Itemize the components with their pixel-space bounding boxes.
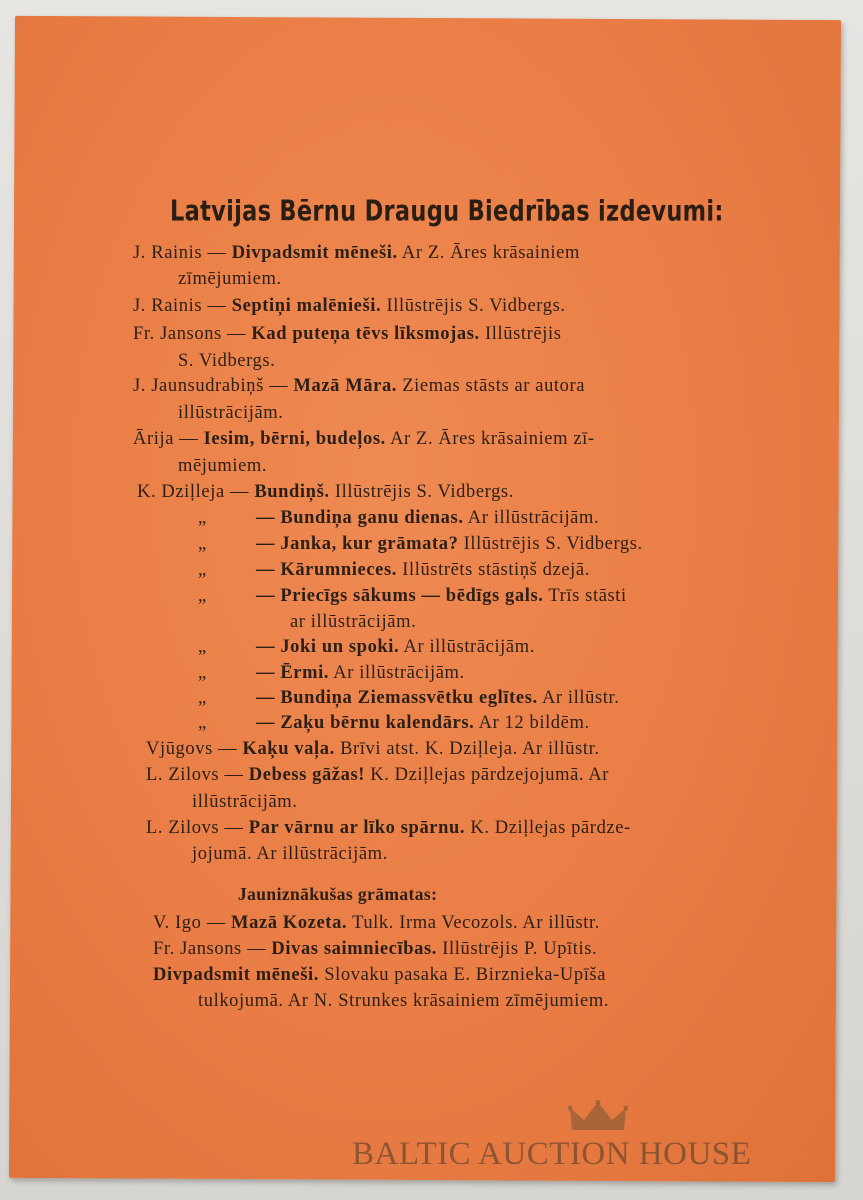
- list-item-continuation: mējumiem.: [178, 456, 268, 476]
- list-item: „ — Zaķu bērnu kalendārs. Ar 12 bildēm.: [198, 713, 590, 733]
- list-item: K. Dziļleja — Bundiņš. Illūstrējis S. Vidbergs.: [137, 482, 514, 502]
- new-releases-heading: Jauniznākušas grāmatas:: [238, 884, 438, 904]
- list-item: „ — Ērmi. Ar illūstrācijām.: [198, 663, 465, 683]
- list-item: „ — Priecīgs sākums — bēdīgs gals. Trīs stāsti: [198, 586, 627, 606]
- list-item-continuation: ar illūstrācijām.: [290, 612, 417, 632]
- list-item: Ārija — Iesim, bērni, budeļos. Ar Z. Āres krāsainiem zī-: [133, 429, 595, 449]
- list-item: J. Rainis — Divpadsmit mēneši. Ar Z. Āres krāsainiem: [133, 243, 580, 263]
- list-item: V. Igo — Mazā Kozeta. Tulk. Irma Vecozols. Ar illūstr.: [153, 913, 600, 933]
- list-item: Vjūgovs — Kaķu vaļa. Brīvi atst. K. Dziļleja. Ar illūstr.: [146, 739, 600, 759]
- list-item: „ — Bundiņa ganu dienas. Ar illūstrācijām.: [198, 508, 600, 528]
- list-item-continuation: jojumā. Ar illūstrācijām.: [192, 844, 388, 864]
- list-item-continuation: illūstrācijām.: [178, 403, 284, 423]
- list-item-continuation: S. Vidbergs.: [178, 351, 276, 371]
- list-item: L. Zilovs — Debess gāžas! K. Dziļlejas pārdzejojumā. Ar: [146, 765, 610, 785]
- list-item: „ — Joki un spoki. Ar illūstrācijām.: [198, 637, 535, 657]
- list-item: Fr. Jansons — Kad puteņa tēvs līksmojas. Illūstrējis: [133, 324, 562, 344]
- list-item: Fr. Jansons — Divas saimniecības. Illūstrējis P. Upītis.: [153, 939, 598, 959]
- list-item-continuation: illūstrācijām.: [192, 792, 298, 812]
- list-item: „ — Kārumnieces. Illūstrēts stāstiņš dzejā.: [198, 560, 590, 580]
- publisher-heading: Latvijas Bērnu Draugu Biedrības izdevumi:: [170, 193, 724, 228]
- list-item: J. Rainis — Septiņi malēnieši. Illūstrējis S. Vidbergs.: [133, 296, 566, 316]
- list-item-continuation: zīmējumiem.: [178, 269, 282, 289]
- list-item: L. Zilovs — Par vārnu ar līko spārnu. K. Dziļlejas pārdze-: [146, 818, 631, 838]
- list-item: „ — Bundiņa Ziemassvētku eglītes. Ar illūstr.: [198, 688, 620, 708]
- watermark: BALTIC AUCTION HOUSE: [352, 1136, 752, 1172]
- list-item: Divpadsmit mēneši. Slovaku pasaka E. Birznieka-Upīša: [153, 965, 607, 985]
- crown-icon: [568, 1100, 628, 1134]
- list-item: „ — Janka, kur grāmata? Illūstrējis S. Vidbergs.: [198, 534, 643, 554]
- list-item-continuation: tulkojumā. Ar N. Strunkes krāsainiem zīmējumiem.: [198, 991, 610, 1011]
- list-item: J. Jaunsudrabiņš — Mazā Māra. Ziemas stāsts ar autora: [133, 376, 586, 396]
